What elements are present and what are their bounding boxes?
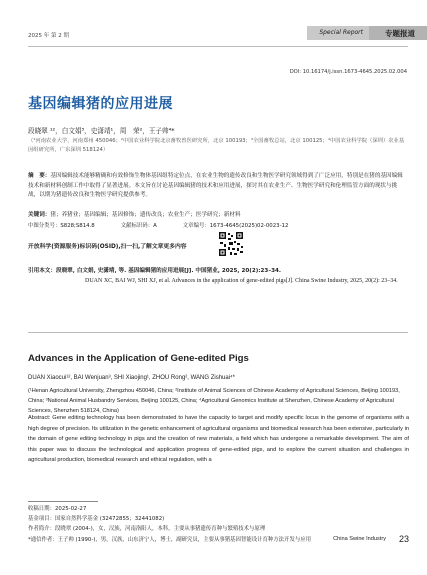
first-author-bio: 作者简介：段晓翠 (2004-)，女，汉族，河南洛阳人，本科，主要从事猪遗传育种与繁殖技术与原理 <box>28 526 266 533</box>
classification-line <box>28 221 418 229</box>
authors-en: DUAN Xiaocui¹², BAI Wenjuan³, SHI Xiaojing¹, ZHOU Rong², WANG Zishuai⁴* <box>28 375 235 381</box>
keywords-text: 猪；养猪业；基因编辑；基因修饰；遗传改良；农业生产；医学研究；新材料 <box>50 212 241 218</box>
qr-code-icon[interactable] <box>218 231 244 257</box>
document-code: 文献标识码：A <box>120 223 157 229</box>
corresponding-author: *通信作者：王子帅 (1990-)，男，汉族，山东济宁人，博士，副研究员，主要从事猪基因智能设计育种方法开发与应用 <box>28 536 312 543</box>
abstract-cn-text: 基因编辑技术能够精确和有效修饰生物体基因组特定位点，在农业生物的遗传改良和生物医学研究领域得到了广泛应用，特别是在猪的基因编辑技术和新材料创制工作中取得了显著进展。本文旨在讨论基因编辑猪的技术和应用进展，探讨其在农业生产、生物医学研究和伦理监管方面的现状与挑战，以期为猪遗传改良和生物医学研究提供参考。 <box>28 173 403 199</box>
section-label-cn: 专题报道 <box>385 29 415 38</box>
citation-label: 引用本文： <box>28 268 56 274</box>
page-title: 基因编辑猪的应用进展 <box>28 96 173 112</box>
abstract-en: Abstract: Gene editing technology has been demonstrated to have the capacity to target and modify specific locus in the genome of organisms with a high degree of precision. Its utilization in the genetic enhancement of agricultural organisms and biomedical research has been extensive, particularly in the domain of gene editing technology in pigs and the creation of new materials, a field which has undergone a remarkable development. The aim of this paper was to discuss the technological and application progress of gene-edited pigs, and to explore the current situation and challenges in agricultural production, biomedical research and ethical regulation, with a <box>28 415 409 464</box>
abstract-cn <box>28 172 408 201</box>
header-rule <box>28 46 408 47</box>
section-label-en: Special Report <box>319 29 363 36</box>
article-number: 文章编号：1673-4645(2025)02-0023-12 <box>182 223 289 229</box>
affiliations-cn: （¹河南农业大学，河南郑州 450046；²中国农业科学院北京畜牧兽医研究所，北京 100193；³全国畜牧总站，北京 100125；⁴中国农业科学院（深圳）农业基因组研究所，广东深圳 518124） <box>28 138 405 153</box>
keywords <box>28 210 408 218</box>
citation-en: DUAN XC, BAI WJ, SHI XJ, et al. Advances in the application of gene-edited pigs[J]. China Swine Industry, 2025, 20(2): 23–34. <box>85 277 398 284</box>
fund-info: 基金项目：国家自然科学基金 (32472855；32441082) <box>28 516 165 523</box>
citation-cn: 段晓翠, 白文娟, 史潇靖, 等. 基因编辑猪的应用进展[J]. 中国猪业, 2025, 20(2):23–34. <box>55 268 282 274</box>
open-access-osid: 开放科学(资源服务)标识码(OSID),扫一扫,了解文章更多内容 <box>28 244 187 250</box>
footnote-rule <box>28 501 98 502</box>
affiliations-en: (¹Henan Agricultural University, Zhengzhou 450046, China; ²Institute of Animal Sciences of Chinese Academy of Agricultural Sciences, Beijing 100193, China; ³National Animal Husbandry Services, Beijing 100125, China; ⁴Agricultural Genomics Institute at Shenzhen, Chinese Academy of Agricultural Sciences, Shenzhen 518124, China) <box>28 388 400 414</box>
doi[interactable]: DOI: 10.16174/j.issn.1673-4645.2025.02.004 <box>289 69 407 75</box>
running-header-issue: 2025 年 第 2 期 <box>28 33 69 39</box>
english-title: Advances in the Application of Gene-edited Pigs <box>28 353 249 364</box>
received-date: 收稿日期：2025-02-27 <box>28 506 87 512</box>
section-divider <box>28 332 408 333</box>
citation <box>28 267 408 286</box>
abstract-cn-label: 摘 要： <box>28 173 51 179</box>
clc-number: 中图分类号：S828;S814.8 <box>28 223 95 229</box>
authors-cn: 段晓翠 ¹²，白文娟³，史潇靖¹，周 荣²，王子帅⁴* <box>28 127 175 135</box>
keywords-label: 关键词： <box>28 212 51 218</box>
page-number: 23 <box>398 534 409 544</box>
journal-name-footer: China Swine Industry <box>333 536 386 542</box>
